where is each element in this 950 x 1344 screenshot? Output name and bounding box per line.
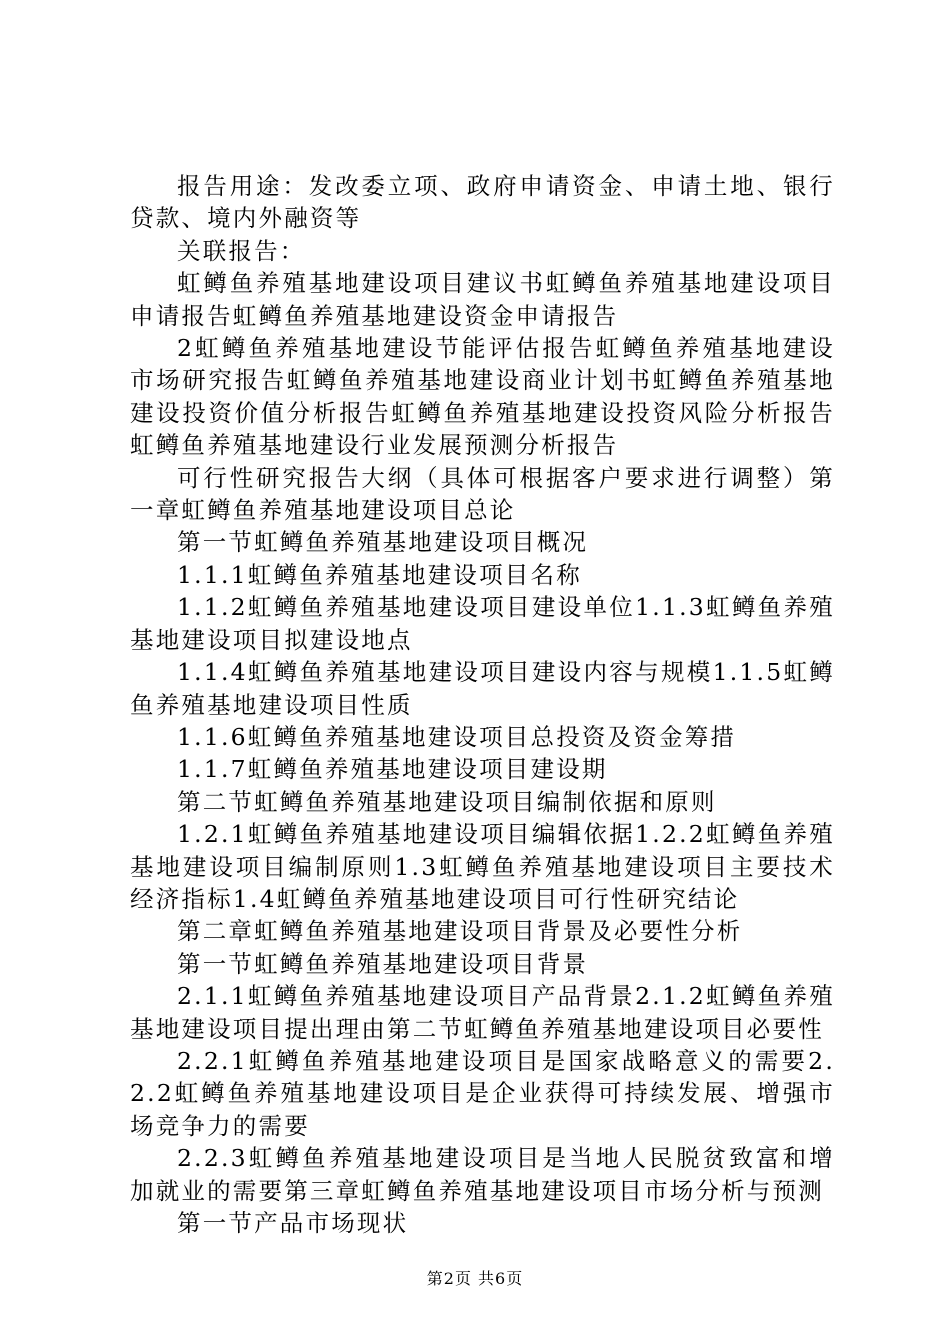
paragraph-report-purpose: 报告用途：发改委立项、政府申请资金、申请土地、银行贷款、境内外融资等: [130, 172, 835, 233]
paragraph-item-2-2-3: 2.2.3虹鳟鱼养殖基地建设项目是当地人民脱贫致富和增加就业的需要第三章虹鳟鱼养殖基地建设项目市场分析与预测: [130, 1144, 835, 1205]
paragraph-item-1-1-7: 1.1.7虹鳟鱼养殖基地建设项目建设期: [177, 755, 608, 784]
paragraph-item-1-1-2: 1.1.2虹鳟鱼养殖基地建设项目建设单位1.1.3虹鳟鱼养殖基地建设项目拟建设地点: [130, 593, 835, 654]
document-body: [130, 170, 835, 1239]
paragraph-outline-intro: 可行性研究报告大纲（具体可根据客户要求进行调整）第一章虹鳟鱼养殖基地建设项目总论: [130, 463, 835, 525]
paragraph-item-1-1-4: 1.1.4虹鳟鱼养殖基地建设项目建设内容与规模1.1.5虹鳟鱼养殖基地建设项目性质: [130, 658, 835, 719]
paragraph-related-reports-1: 虹鳟鱼养殖基地建设项目建议书虹鳟鱼养殖基地建设项目申请报告虹鳟鱼养殖基地建设资金申请报告: [130, 269, 835, 330]
paragraph-item-1-1-1: 1.1.1虹鳟鱼养殖基地建设项目名称: [177, 560, 582, 589]
paragraph-chapter-2: 第二章虹鳟鱼养殖基地建设项目背景及必要性分析: [177, 917, 743, 946]
page-number-footer: 第2页 共6页: [426, 1269, 524, 1288]
paragraph-related-reports-2: 2虹鳟鱼养殖基地建设节能评估报告虹鳟鱼养殖基地建设市场研究报告虹鳟鱼养殖基地建设商业计划书虹鳟鱼养殖基地建设投资价值分析报告虹鳟鱼养殖基地建设投资风险分析报告虹鳟鱼养殖基地建设行业发展预测分析报告: [130, 334, 835, 460]
paragraph-related-reports-heading: 关联报告：: [177, 236, 306, 265]
paragraph-section-1-2: 第二节虹鳟鱼养殖基地建设项目编制依据和原则: [177, 787, 717, 816]
paragraph-item-2-2-1: 2.2.1虹鳟鱼养殖基地建设项目是国家战略意义的需要2.2.2虹鳟鱼养殖基地建设项目是企业获得可持续发展、增强市场竞争力的需要: [130, 1046, 835, 1140]
paragraph-item-1-1-6: 1.1.6虹鳟鱼养殖基地建设项目总投资及资金筹措: [177, 722, 737, 751]
paragraph-section-1-1: 第一节虹鳟鱼养殖基地建设项目概况: [177, 528, 589, 557]
paragraph-section-2-1: 第一节虹鳟鱼养殖基地建设项目背景: [177, 949, 589, 978]
paragraph-section-3-1: 第一节产品市场现状: [177, 1209, 409, 1237]
paragraph-item-1-2-1: 1.2.1虹鳟鱼养殖基地建设项目编辑依据1.2.2虹鳟鱼养殖基地建设项目编制原则1.3虹鳟鱼养殖基地建设项目主要技术经济指标1.4虹鳟鱼养殖基地建设项目可行性研究结论: [130, 820, 835, 913]
paragraph-item-2-1-1: 2.1.1虹鳟鱼养殖基地建设项目产品背景2.1.2虹鳟鱼养殖基地建设项目提出理由第二节虹鳟鱼养殖基地建设项目必要性: [130, 982, 835, 1043]
